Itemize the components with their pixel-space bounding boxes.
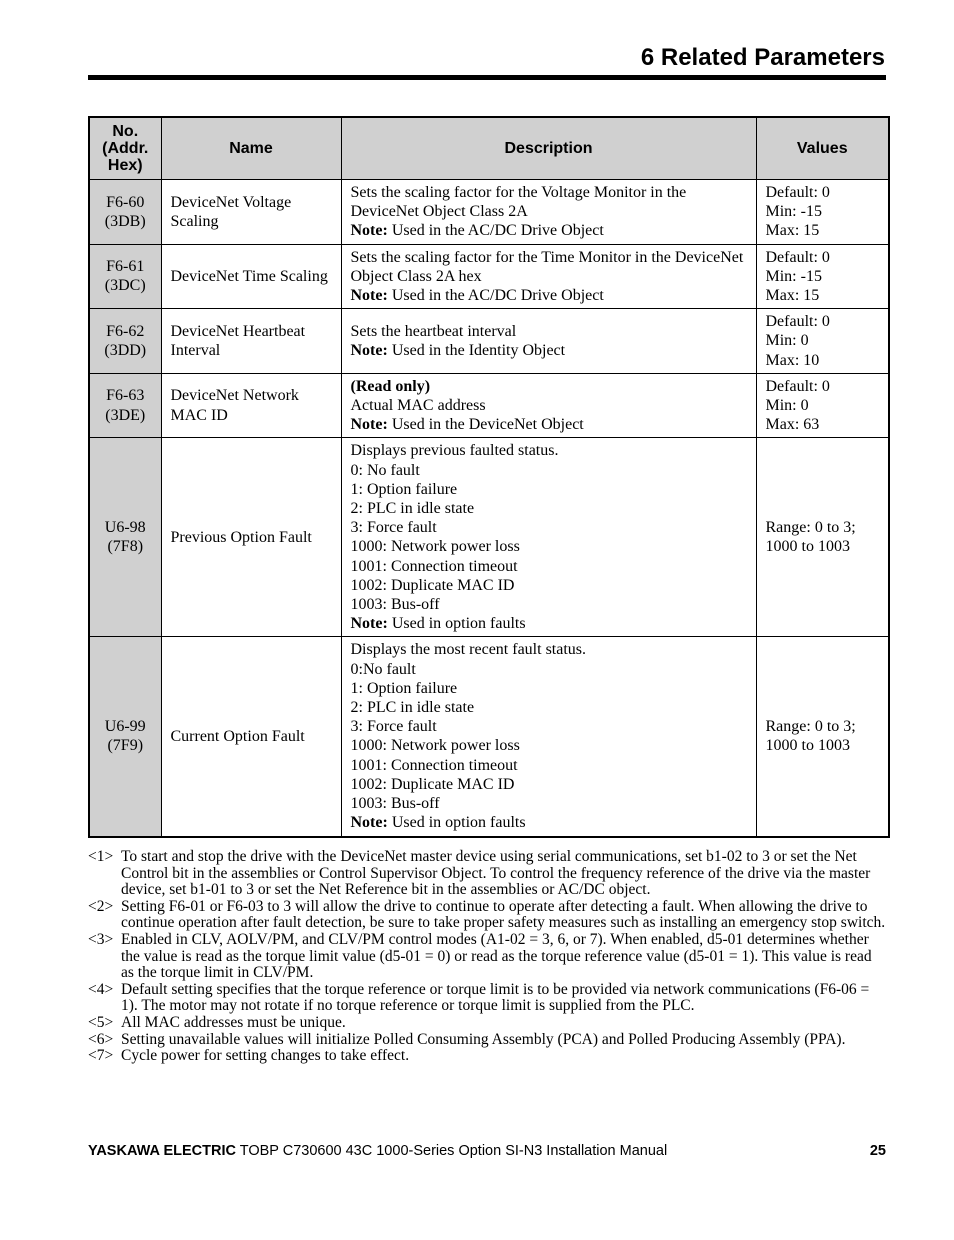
- description-text: 2: PLC in idle state: [350, 500, 475, 518]
- table-row: [89, 438, 889, 637]
- description-line: [351, 717, 750, 736]
- description-text: 1001: Connection timeout: [350, 557, 518, 575]
- parameter-values: [756, 309, 889, 374]
- title-rule: [88, 75, 886, 80]
- parameter-address: (3DB): [104, 212, 146, 230]
- parameter-id: F6-60: [106, 193, 145, 211]
- description-text: Actual MAC address: [350, 397, 486, 415]
- parameter-name: DeviceNet Heartbeat Interval: [161, 309, 341, 374]
- description-text: Used in option faults: [387, 615, 526, 633]
- footnote: [88, 1032, 886, 1049]
- description-label: Note:: [350, 287, 388, 305]
- value-line: 1000 to 1003: [765, 737, 850, 755]
- footnote-text: Cycle power for setting changes to take effect.: [121, 1047, 410, 1065]
- footnote-text: All MAC addresses must be unique.: [121, 1013, 346, 1031]
- parameter-description: [341, 373, 756, 438]
- parameter-id: U6-98: [104, 519, 146, 537]
- footnote-marker: <5>: [88, 1013, 114, 1031]
- column-header-values: Values: [756, 117, 889, 180]
- description-line: [351, 248, 750, 286]
- description-label: Note:: [350, 814, 388, 832]
- value-line: Max: 10: [765, 351, 820, 369]
- footnote-marker: <4>: [88, 980, 114, 998]
- description-label: Note:: [350, 615, 388, 633]
- parameter-address: (3DD): [104, 342, 147, 360]
- description-line: [351, 499, 750, 518]
- column-header-name: Name: [161, 117, 341, 180]
- parameter-name: Current Option Fault: [161, 637, 341, 837]
- value-line: 1000 to 1003: [765, 538, 850, 556]
- table-row: [89, 309, 889, 374]
- column-header-no: No. (Addr. Hex): [89, 117, 161, 180]
- table-row: [89, 180, 889, 245]
- description-line: [351, 286, 750, 305]
- description-text: 1: Option failure: [350, 480, 458, 498]
- description-text: Used in the AC/DC Drive Object: [387, 287, 604, 305]
- footnote-text: Setting F6-01 or F6-03 to 3 will allow the drive to continue to operate after detecting a fault. When allowing the drive to continue operation after fault detection, be sure to take proper safety measures such as installing an emergency stop switch.: [121, 897, 886, 932]
- parameter-description: [341, 438, 756, 637]
- description-line: [351, 775, 750, 794]
- description-line: [351, 537, 750, 556]
- parameter-number: [89, 309, 161, 374]
- page-title: 6 Related Parameters: [640, 44, 885, 71]
- value-line: Min: 0: [765, 397, 809, 415]
- description-line: [351, 441, 750, 460]
- description-text: 1000: Network power loss: [350, 737, 520, 755]
- description-text: Used in option faults: [387, 814, 526, 832]
- parameter-id: F6-61: [106, 258, 145, 276]
- description-line: [351, 640, 750, 659]
- footer-manual-name: TOBP C730600 43C 1000-Series Option SI-N3 Installation Manual: [235, 1143, 668, 1159]
- description-line: [351, 221, 750, 240]
- footnote: [88, 932, 886, 982]
- parameter-values: [756, 244, 889, 309]
- table-body: [89, 180, 889, 837]
- description-label: Note:: [350, 342, 388, 360]
- table-header-row: [89, 117, 889, 180]
- footnote-marker: <3>: [88, 930, 114, 948]
- description-line: [351, 341, 750, 360]
- parameter-description: [341, 637, 756, 837]
- parameters-table: [88, 116, 890, 838]
- description-line: [351, 614, 750, 633]
- value-line: Range: 0 to 3;: [765, 519, 856, 537]
- description-text: 0:No fault: [350, 660, 416, 678]
- value-line: Max: 15: [765, 287, 820, 305]
- parameter-description: [341, 244, 756, 309]
- value-line: Range: 0 to 3;: [765, 718, 856, 736]
- parameter-number: [89, 438, 161, 637]
- description-text: 1001: Connection timeout: [350, 756, 518, 774]
- description-line: [351, 557, 750, 576]
- footnotes: [88, 849, 886, 1065]
- footnote-text: Default setting specifies that the torque reference or torque limit is to be provided via network communications (F6-06 = 1). The motor may not rotate if no torque reference or torque limit is supplied from the PLC.: [121, 980, 870, 1015]
- value-line: Default: 0: [765, 377, 830, 395]
- description-label: (Read only): [350, 377, 431, 395]
- parameter-id: F6-62: [106, 322, 145, 340]
- description-label: Note:: [350, 222, 388, 240]
- footnote-text: To start and stop the drive with the DeviceNet master device using serial communications, set b1-02 to 3 or set the Net Control bit in the assemblies or Control Supervisor Object. To control the frequency reference of the drive via the master device, set b1-01 to 3 or set the Net Reference bit in the assemblies or AC/DC object.: [121, 848, 871, 899]
- parameter-name: Previous Option Fault: [161, 438, 341, 637]
- description-text: Used in the AC/DC Drive Object: [387, 222, 604, 240]
- description-line: [351, 461, 750, 480]
- parameter-number: [89, 180, 161, 245]
- footnote: [88, 1048, 886, 1065]
- footer-manual-title: [88, 1143, 667, 1159]
- description-text: 0: No fault: [350, 461, 420, 479]
- description-line: [351, 698, 750, 717]
- footnote-text: Enabled in CLV, AOLV/PM, and CLV/PM control modes (A1-02 = 3, 6, or 7). When enabled, d5-01 determines whether the value is read as the torque limit value (d5-01 = 0) or read as the torque reference value (d5-01 = 1). This value is read as the torque limit in CLV/PM.: [121, 930, 872, 982]
- description-line: [351, 377, 750, 396]
- column-header-description: Description: [341, 117, 756, 180]
- description-line: [351, 480, 750, 499]
- description-text: 1002: Duplicate MAC ID: [350, 576, 515, 594]
- description-text: Displays previous faulted status.: [350, 442, 559, 460]
- parameter-address: (3DE): [105, 406, 146, 424]
- parameter-name: DeviceNet Voltage Scaling: [161, 180, 341, 245]
- description-text: 1003: Bus-off: [350, 795, 440, 813]
- value-line: Default: 0: [765, 248, 830, 266]
- description-line: [351, 576, 750, 595]
- description-text: Sets the scaling factor for the Time Monitor in the DeviceNet Object Class 2A hex: [350, 248, 744, 285]
- parameter-number: [89, 244, 161, 309]
- description-text: Used in the DeviceNet Object: [387, 416, 584, 434]
- description-text: 1: Option failure: [350, 679, 458, 697]
- parameter-address: (7F8): [107, 538, 144, 556]
- parameter-values: [756, 637, 889, 837]
- description-text: Sets the heartbeat interval: [350, 322, 517, 340]
- footnote: [88, 899, 886, 932]
- description-line: [351, 660, 750, 679]
- footnote: [88, 1015, 886, 1032]
- footnote-marker: <2>: [88, 897, 114, 915]
- description-text: 3: Force fault: [350, 718, 437, 736]
- description-line: [351, 415, 750, 434]
- parameter-id: U6-99: [104, 718, 146, 736]
- parameter-values: [756, 180, 889, 245]
- parameter-name: DeviceNet Network MAC ID: [161, 373, 341, 438]
- value-line: Min: -15: [765, 267, 822, 285]
- footnote-text: Setting unavailable values will initialize Polled Consuming Assembly (PCA) and Polled Producing Assembly (PPA).: [121, 1030, 846, 1048]
- footnote: [88, 982, 886, 1015]
- footnote: [88, 849, 886, 899]
- value-line: Max: 15: [765, 222, 820, 240]
- parameter-name: DeviceNet Time Scaling: [161, 244, 341, 309]
- parameter-values: [756, 438, 889, 637]
- table-row: [89, 373, 889, 438]
- description-line: [351, 322, 750, 341]
- parameter-values: [756, 373, 889, 438]
- value-line: Default: 0: [765, 184, 830, 201]
- footnote-marker: <1>: [88, 848, 114, 865]
- description-line: [351, 813, 750, 832]
- description-text: 1002: Duplicate MAC ID: [350, 775, 515, 793]
- table-row: [89, 244, 889, 309]
- description-line: [351, 794, 750, 813]
- parameter-number: [89, 637, 161, 837]
- parameter-address: (7F9): [107, 737, 144, 755]
- description-text: Displays the most recent fault status.: [350, 641, 587, 659]
- value-line: Default: 0: [765, 313, 830, 331]
- description-text: Used in the Identity Object: [387, 342, 566, 360]
- description-text: 3: Force fault: [350, 519, 437, 537]
- description-line: [351, 736, 750, 755]
- value-line: Min: -15: [765, 203, 822, 221]
- description-line: [351, 396, 750, 415]
- footnote-marker: <7>: [88, 1047, 114, 1065]
- parameter-id: F6-63: [106, 387, 145, 405]
- value-line: Max: 63: [765, 416, 820, 434]
- parameter-description: [341, 309, 756, 374]
- description-text: 2: PLC in idle state: [350, 699, 475, 717]
- parameter-description: [341, 180, 756, 245]
- description-line: [351, 183, 750, 221]
- description-line: [351, 518, 750, 537]
- parameter-number: [89, 373, 161, 438]
- parameter-address: (3DC): [104, 277, 146, 295]
- page-number: 25: [869, 1143, 886, 1159]
- description-line: [351, 756, 750, 775]
- page-footer: [88, 1143, 886, 1159]
- description-label: Note:: [350, 416, 388, 434]
- table-row: [89, 637, 889, 837]
- description-text: 1000: Network power loss: [350, 538, 520, 556]
- footnote-marker: <6>: [88, 1030, 114, 1048]
- description-text: 1003: Bus-off: [350, 596, 440, 614]
- value-line: Min: 0: [765, 332, 809, 350]
- footer-brand: YASKAWA ELECTRIC: [88, 1143, 236, 1159]
- description-line: [351, 595, 750, 614]
- description-text: Sets the scaling factor for the Voltage Monitor in the DeviceNet Object Class 2A: [350, 184, 687, 221]
- description-line: [351, 679, 750, 698]
